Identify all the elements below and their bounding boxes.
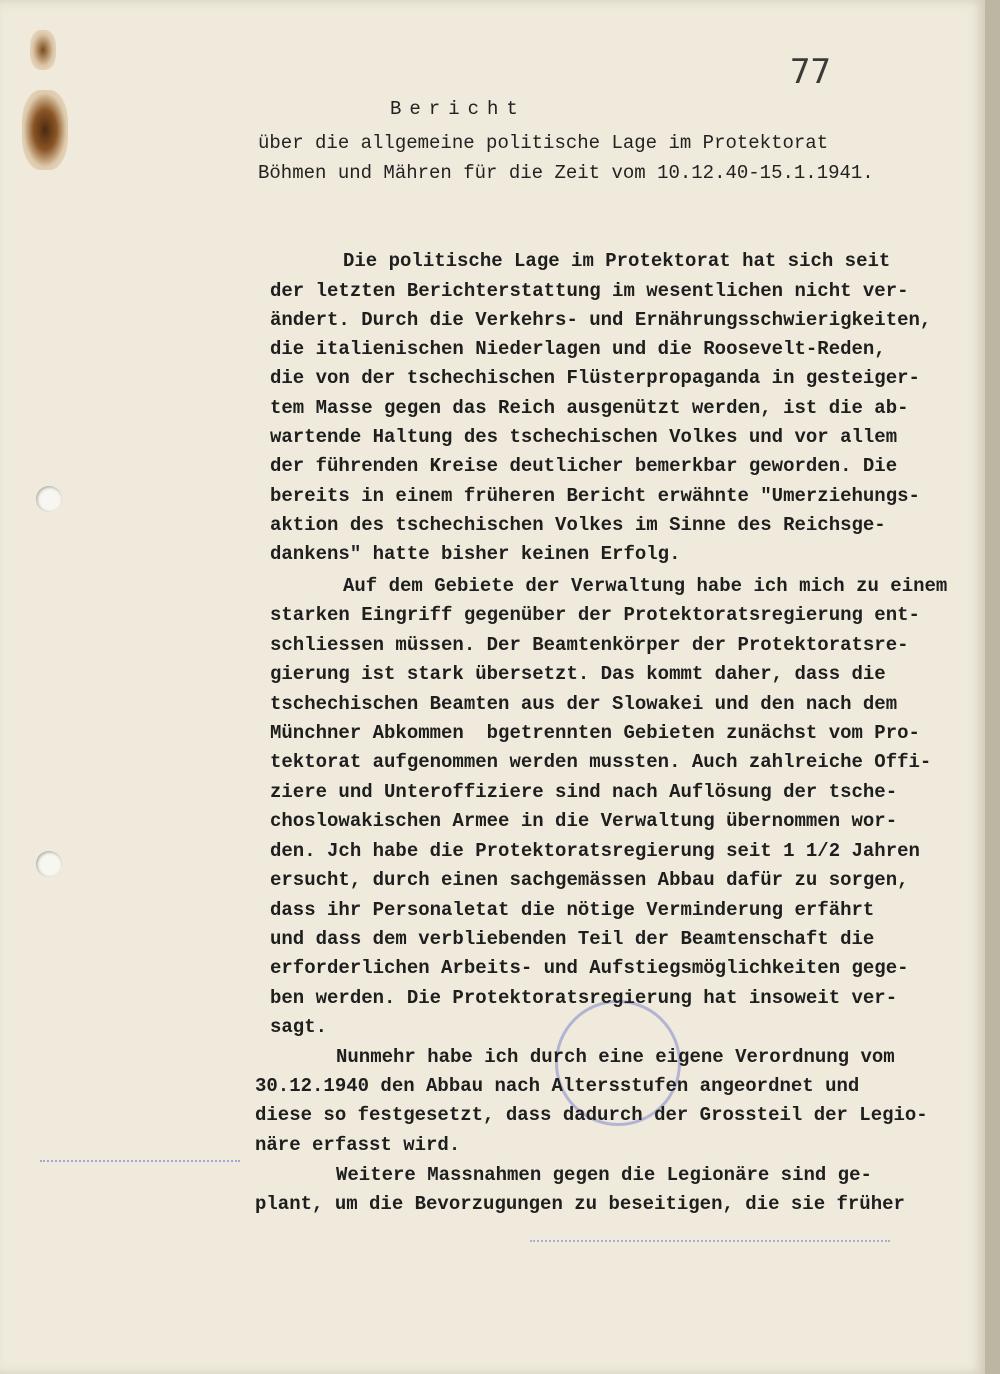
body-line: plant, um die Bevorzugungen zu beseitigen, die sie früher (255, 1193, 905, 1215)
body-line: dass ihr Personaletat die nötige Verminderung erfährt (270, 899, 875, 921)
body-line: starken Eingriff gegenüber der Protektoratsregierung ent- (270, 604, 920, 626)
report-subtitle-line-2: Böhmen und Mähren für die Zeit vom 10.12.40-15.1.1941. (258, 162, 874, 184)
body-line: bereits in einem früheren Bericht erwähnte "Umerziehungs- (270, 485, 920, 507)
body-line: Auf dem Gebiete der Verwaltung habe ich mich zu einem (343, 575, 948, 597)
body-line: den. Jch habe die Protektoratsregierung seit 1 1/2 Jahren (270, 840, 920, 862)
body-line: 30.12.1940 den Abbau nach Altersstufen angeordnet und (255, 1075, 860, 1097)
body-line: schliessen müssen. Der Beamtenkörper der Protektoratsre- (270, 634, 909, 656)
body-line: dankens" hatte bisher keinen Erfolg. (270, 543, 681, 565)
body-line: näre erfasst wird. (255, 1134, 461, 1156)
body-line: tem Masse gegen das Reich ausgenützt werden, ist die ab- (270, 397, 909, 419)
page-number: 77 (790, 52, 831, 92)
report-subtitle-line-1: über die allgemeine politische Lage im Protektorat (258, 132, 829, 154)
body-line: die italienischen Niederlagen und die Roosevelt-Reden, (270, 338, 886, 360)
page-edge (985, 0, 1000, 1374)
body-line: ben werden. Die Protektoratsregierung hat insoweit ver- (270, 987, 898, 1009)
punch-hole-upper (36, 486, 62, 512)
body-line: diese so festgesetzt, dass dadurch der Grossteil der Legio- (255, 1104, 928, 1126)
body-line: die von der tschechischen Flüsterpropaganda in gesteiger- (270, 367, 920, 389)
body-line: und dass dem verbliebenden Teil der Beamtenschaft die (270, 928, 875, 950)
body-line: wartende Haltung des tschechischen Volkes und vor allem (270, 426, 898, 448)
body-line: Münchner Abkommen bgetrennten Gebieten zunächst vom Pro- (270, 722, 920, 744)
body-line: sagt. (270, 1016, 328, 1038)
body-line: aktion des tschechischen Volkes im Sinne des Reichsge- (270, 514, 886, 536)
body-line: ändert. Durch die Verkehrs- und Ernährungsschwierigkeiten, (270, 309, 932, 331)
body-line: choslowakischen Armee in die Verwaltung übernommen wor- (270, 810, 898, 832)
body-line: der führenden Kreise deutlicher bemerkbar geworden. Die (270, 455, 898, 477)
handwritten-annotation-left (40, 1160, 240, 1166)
body-line: gierung ist stark übersetzt. Das kommt daher, dass die (270, 663, 886, 685)
body-line: Nunmehr habe ich durch eine eigene Verordnung vom (336, 1046, 895, 1068)
body-line: tschechischen Beamten aus der Slowakei und den nach dem (270, 693, 898, 715)
body-line: erforderlichen Arbeits- und Aufstiegsmöglichkeiten gege- (270, 957, 909, 979)
burn-stain-top (30, 30, 56, 70)
burn-stain (22, 90, 68, 170)
body-line: Weitere Massnahmen gegen die Legionäre sind ge- (336, 1164, 872, 1186)
body-line: tektorat aufgenommen werden mussten. Auch zahlreiche Offi- (270, 751, 932, 773)
handwritten-annotation-bottom (530, 1240, 890, 1246)
punch-hole-lower (36, 851, 62, 877)
report-title: Bericht (390, 98, 526, 120)
body-line: Die politische Lage im Protektorat hat sich seit (343, 250, 891, 272)
body-line: ersucht, durch einen sachgemässen Abbau dafür zu sorgen, (270, 869, 909, 891)
body-line: ziere und Unteroffiziere sind nach Auflösung der tsche- (270, 781, 898, 803)
body-line: der letzten Berichterstattung im wesentlichen nicht ver- (270, 280, 909, 302)
